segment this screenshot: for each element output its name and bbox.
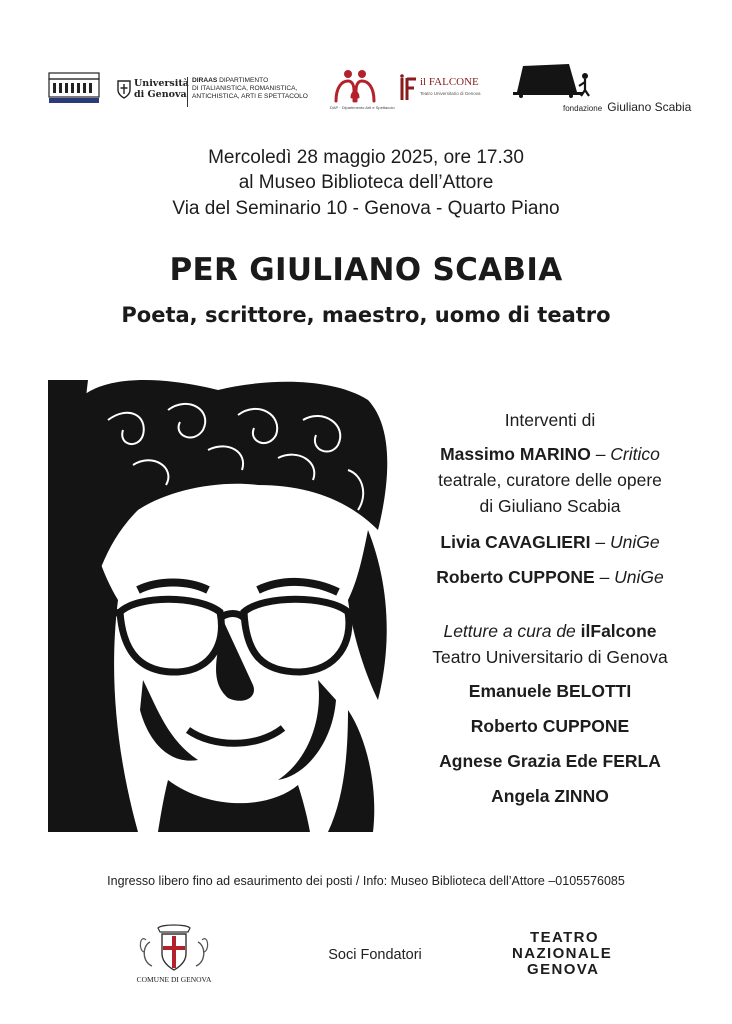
speaker-cavaglieri-role: UniGe xyxy=(609,532,660,552)
readings-prefix: Letture a cura de xyxy=(443,621,576,641)
dap-caption: DAP · Dipartimento Arti e Spettacolo xyxy=(330,105,395,110)
teatro-line3: GENOVA xyxy=(527,961,600,978)
teatro-line2: NAZIONALE xyxy=(512,945,613,962)
unige-line1: Università xyxy=(134,78,189,89)
scabia-portrait xyxy=(48,380,396,832)
falcone-name: il FALCONE xyxy=(420,76,479,88)
dash: – xyxy=(595,444,606,464)
readings-group: ilFalcone xyxy=(580,621,657,641)
speaker-cuppone-name: Roberto CUPPONE xyxy=(436,567,595,587)
readings-group-full: Teatro Universitario di Genova xyxy=(432,647,668,667)
dap-logo xyxy=(330,67,395,113)
genova-crest-icon xyxy=(128,922,220,974)
portrait-illustration xyxy=(48,380,396,832)
dash: – xyxy=(599,567,610,587)
reader-cuppone: Roberto CUPPONE xyxy=(470,716,630,736)
diraas-line3: ANTICHISTICA, ARTI E SPETTACOLO xyxy=(192,93,308,100)
diraas-logo xyxy=(187,77,322,107)
unige-name xyxy=(134,78,189,100)
diraas-dept: DIPARTIMENTO xyxy=(219,77,269,84)
falcone-caption: Teatro Universitario di Genova xyxy=(420,91,481,96)
reader-belotti: Emanuele BELOTTI xyxy=(468,681,632,701)
dash: – xyxy=(595,532,606,552)
speaker-cavaglieri xyxy=(400,531,700,553)
speaker-cuppone-role: UniGe xyxy=(614,567,664,587)
comune-caption: COMUNE DI GENOVA xyxy=(136,975,212,984)
reader-ferla: Agnese Grazia Ede FERLA xyxy=(439,751,661,771)
speaker-cuppone xyxy=(400,566,700,588)
soci-fondatori: Soci Fondatori xyxy=(328,947,422,963)
unige-line2: di Genova xyxy=(134,89,187,100)
teatro-nazionale-genova-logo xyxy=(512,930,622,982)
entry-info: Ingresso libero fino ad esaurimento dei posti / Info: Museo Biblioteca dell’Attore –0105576085 xyxy=(107,874,625,888)
speaker-cavaglieri-name: Livia CAVAGLIERI xyxy=(440,532,591,552)
reader-zinno: Angela ZINNO xyxy=(491,786,609,806)
event-venue: al Museo Biblioteca dell’Attore xyxy=(238,172,494,193)
event-date-time: Mercoledì 28 maggio 2025, ore 17.30 xyxy=(208,147,524,168)
unige-logo xyxy=(116,77,194,103)
readings-heading xyxy=(400,620,700,642)
unige-crest-icon xyxy=(116,79,132,99)
page-title: PER GIULIANO SCABIA xyxy=(169,252,563,288)
fondazione-caption xyxy=(563,96,691,115)
speaker-marino-role-1: Critico xyxy=(610,444,660,464)
speaker-marino-name: Massimo MARINO xyxy=(440,444,591,464)
dap-figures-icon xyxy=(330,67,380,105)
diraas-line1 xyxy=(192,77,322,85)
speaker-marino xyxy=(400,443,700,465)
diraas-line2: DI ITALIANISTICA, ROMANISTICA, xyxy=(192,85,298,92)
fondazione-big: Giuliano Scabia xyxy=(607,100,692,114)
page-subtitle: Poeta, scrittore, maestro, uomo di teatro xyxy=(121,303,611,327)
teatro-line1: TEATRO xyxy=(530,929,599,946)
ilfalcone-logo xyxy=(398,74,493,108)
speaker-marino-role-3: di Giuliano Scabia xyxy=(479,496,621,516)
falcone-monogram-icon xyxy=(398,74,418,104)
speaker-marino-role-2: teatrale, curatore delle opere xyxy=(438,470,662,490)
fondazione-small: fondazione xyxy=(563,104,603,113)
museo-biblioteca-attore-logo xyxy=(48,72,100,106)
comune-genova-logo xyxy=(128,922,220,984)
cart-silhouette-icon xyxy=(511,62,676,98)
talks-heading: Interventi di xyxy=(504,410,596,430)
museo-building-icon xyxy=(48,72,100,106)
fondazione-scabia-logo xyxy=(511,62,692,114)
event-address: Via del Seminario 10 - Genova - Quarto Piano xyxy=(172,198,560,219)
diraas-acronym: DIRAAS xyxy=(192,77,218,84)
